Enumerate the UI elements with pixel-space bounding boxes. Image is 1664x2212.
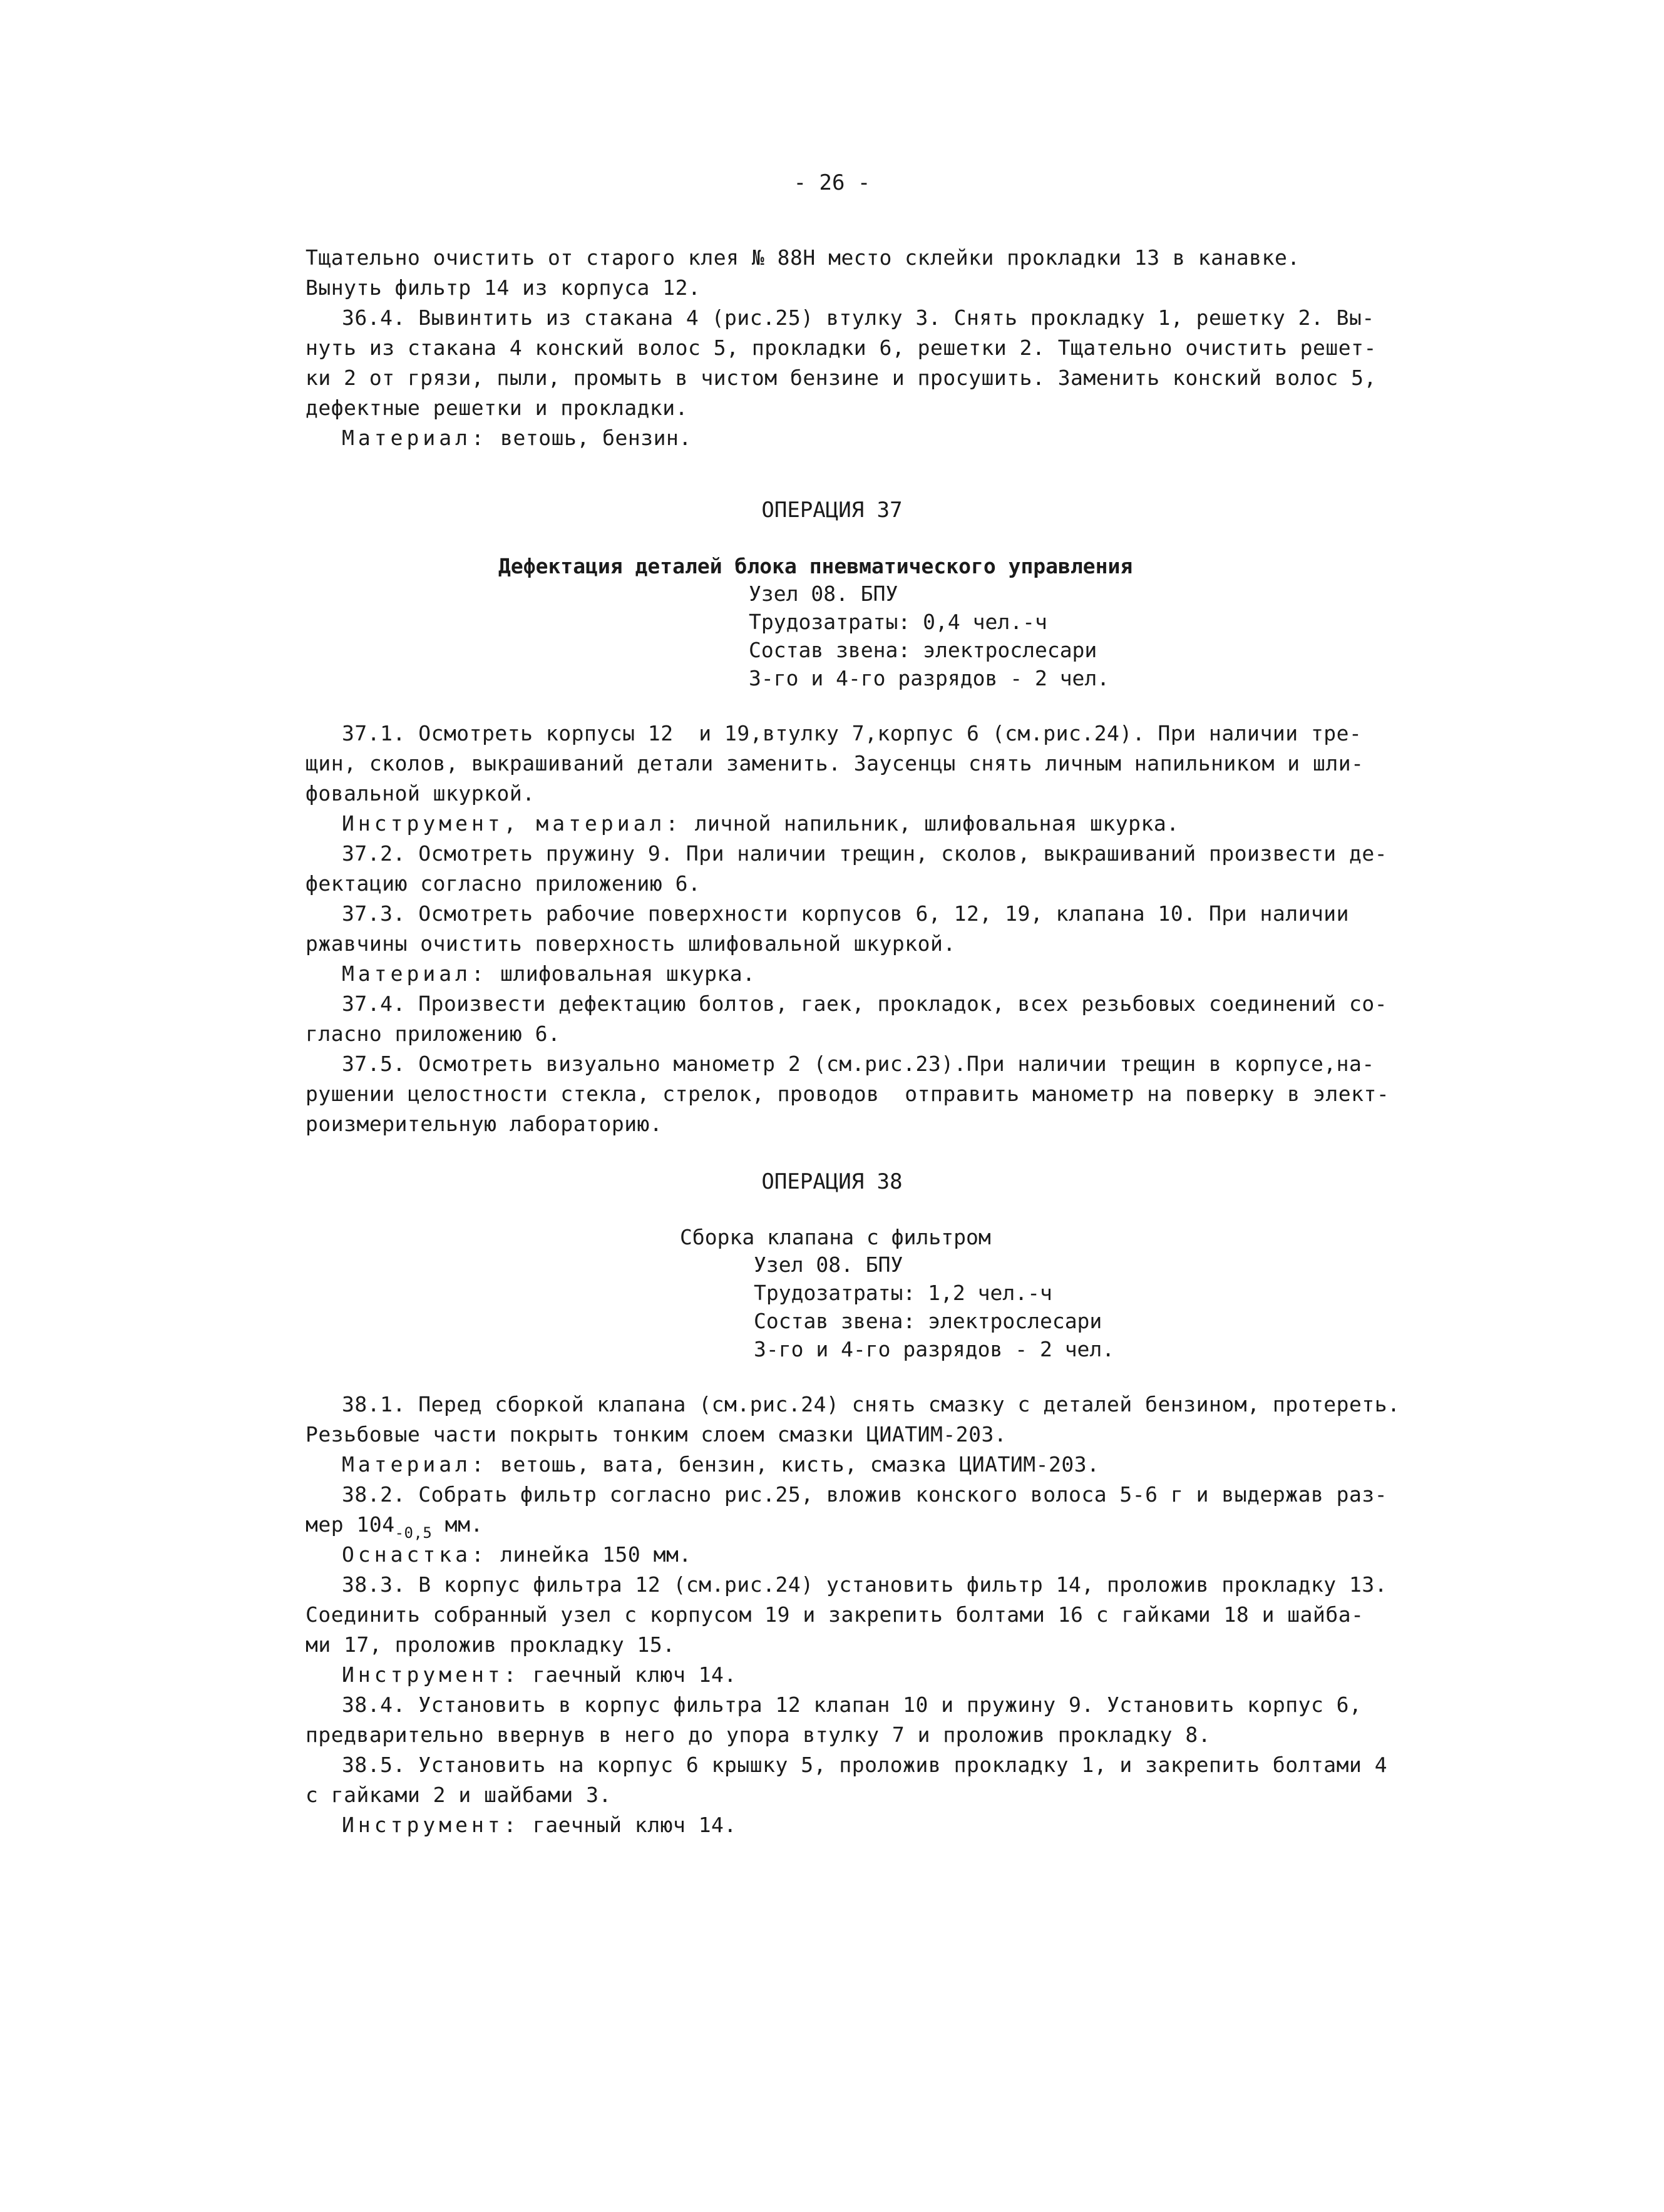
text-line: ми 17, проложив прокладку 15.: [306, 1632, 675, 1657]
labor-line: Трудозатраты: 0,4 чел.-ч: [749, 610, 1047, 634]
fixture-label: Оснастка:: [342, 1542, 488, 1567]
material-text: ветошь, вата, бензин, кисть, смазка ЦИАТИМ-203.: [487, 1452, 1100, 1477]
text-line: Соединить собранный узел с корпусом 19 и закрепить болтами 16 с гайками 18 и шайба-: [306, 1602, 1364, 1627]
material-label: Материал:: [342, 426, 488, 450]
text-line: дефектные решетки и прокладки.: [306, 396, 689, 420]
dimension-prefix: мер 104: [306, 1512, 395, 1537]
labor-line: Трудозатраты: 1,2 чел.-ч: [754, 1281, 1052, 1305]
text-line: фовальной шкуркой.: [306, 781, 535, 806]
text-line: 36.4. Вывинтить из стакана 4 (рис.25) втулку 3. Снять прокладку 1, решетку 2. Вы-: [342, 305, 1375, 330]
crew-line: Состав звена: электрослесари: [754, 1309, 1102, 1333]
operation-subtitle: Дефектация деталей блока пневматического управления: [498, 554, 1133, 578]
material-label: Материал:: [342, 961, 488, 986]
text-line: 37.4. Произвести дефектацию болтов, гаек, прокладок, всех резьбовых соединений со-: [342, 991, 1388, 1016]
fixture-line: [342, 1542, 692, 1567]
tool-line: [342, 1662, 737, 1687]
page-number: - 26 -: [793, 170, 871, 195]
tool-text: личной напильник, шлифовальная шкурка.: [682, 811, 1179, 836]
text-line: предварительно ввернув в него до упора втулку 7 и проложив прокладку 8.: [306, 1723, 1211, 1747]
operation-title: ОПЕРАЦИЯ 37: [761, 498, 903, 523]
tool-text: гаечный ключ 14.: [520, 1813, 737, 1837]
text-line: 37.3. Осмотреть рабочие поверхности корпусов 6, 12, 19, клапана 10. При наличии: [342, 901, 1350, 926]
text-line: Вынуть фильтр 14 из корпуса 12.: [306, 275, 701, 300]
grade-line: 3-го и 4-го разрядов - 2 чел.: [749, 666, 1110, 690]
text-line: Тщательно очистить от старого клея № 88Н место склейки прокладки 13 в канавке.: [306, 245, 1300, 270]
unit-line: Узел 08. БПУ: [754, 1252, 903, 1277]
material-text: ветошь, бензин.: [487, 426, 692, 450]
material-line: [342, 426, 692, 451]
text-line: 38.5. Установить на корпус 6 крышку 5, проложив прокладку 1, и закрепить болтами 4: [342, 1753, 1388, 1777]
operation-title: ОПЕРАЦИЯ 38: [761, 1169, 903, 1194]
text-line: 37.2. Осмотреть пружину 9. При наличии трещин, сколов, выкрашиваний произвести де-: [342, 841, 1388, 866]
material-text: шлифовальная шкурка.: [487, 961, 756, 986]
text-line: ржавчины очистить поверхность шлифовальной шкуркой.: [306, 931, 956, 956]
fixture-text: линейка 150 мм.: [487, 1542, 692, 1567]
material-line: [342, 1452, 1099, 1477]
text-line: щин, сколов, выкрашиваний детали заменить. Заусенцы снять личным напильником и шли-: [306, 751, 1364, 776]
dimension-unit: мм.: [432, 1512, 483, 1537]
tool-label: Инструмент:: [342, 1813, 520, 1837]
text-line: 38.3. В корпус фильтра 12 (см.рис.24) установить фильтр 14, проложив прокладку 13.: [342, 1572, 1388, 1597]
text-line: нуть из стакана 4 конский волос 5, прокладки 6, решетки 2. Тщательно очистить решет-: [306, 335, 1377, 360]
text-line: [306, 1512, 483, 1545]
text-line: 38.4. Установить в корпус фильтра 12 клапан 10 и пружину 9. Установить корпус 6,: [342, 1692, 1362, 1717]
text-line: роизмерительную лабораторию.: [306, 1112, 663, 1136]
tool-label: Инструмент:: [342, 1662, 520, 1687]
operation-subtitle: Сборка клапана с фильтром: [680, 1225, 991, 1249]
crew-line: Состав звена: электрослесари: [749, 638, 1097, 662]
text-line: 38.1. Перед сборкой клапана (см.рис.24) снять смазку с деталей бензином, протереть.: [342, 1392, 1400, 1416]
text-line: гласно приложению 6.: [306, 1022, 561, 1046]
text-line: Резьбовые части покрыть тонким слоем смазки ЦИАТИМ-203.: [306, 1422, 1007, 1447]
tool-line: [342, 811, 1179, 836]
grade-line: 3-го и 4-го разрядов - 2 чел.: [754, 1337, 1115, 1361]
text-line: фектацию согласно приложению 6.: [306, 871, 701, 896]
text-line: 38.2. Собрать фильтр согласно рис.25, вложив конского волоса 5-6 г и выдержав раз-: [342, 1482, 1388, 1507]
text-line: ки 2 от грязи, пыли, промыть в чистом бензине и просушить. Заменить конский волос 5,: [306, 366, 1377, 390]
tool-label: Инструмент, материал:: [342, 811, 682, 836]
text-line: рушении целостности стекла, стрелок, проводов отправить манометр на поверку в элект-: [306, 1082, 1390, 1106]
text-line: с гайками 2 и шайбами 3.: [306, 1783, 612, 1807]
unit-line: Узел 08. БПУ: [749, 581, 898, 606]
text-line: 37.1. Осмотреть корпусы 12 и 19,втулку 7,корпус 6 (см.рис.24). При наличии тре-: [342, 721, 1362, 745]
material-label: Материал:: [342, 1452, 488, 1477]
material-line: [342, 961, 756, 986]
dimension-tolerance: -0,5: [394, 1524, 433, 1542]
text-line: 37.5. Осмотреть визуально манометр 2 (см.рис.23).При наличии трещин в корпусе,на-: [342, 1052, 1375, 1076]
tool-line: [342, 1813, 737, 1838]
tool-text: гаечный ключ 14.: [520, 1662, 737, 1687]
